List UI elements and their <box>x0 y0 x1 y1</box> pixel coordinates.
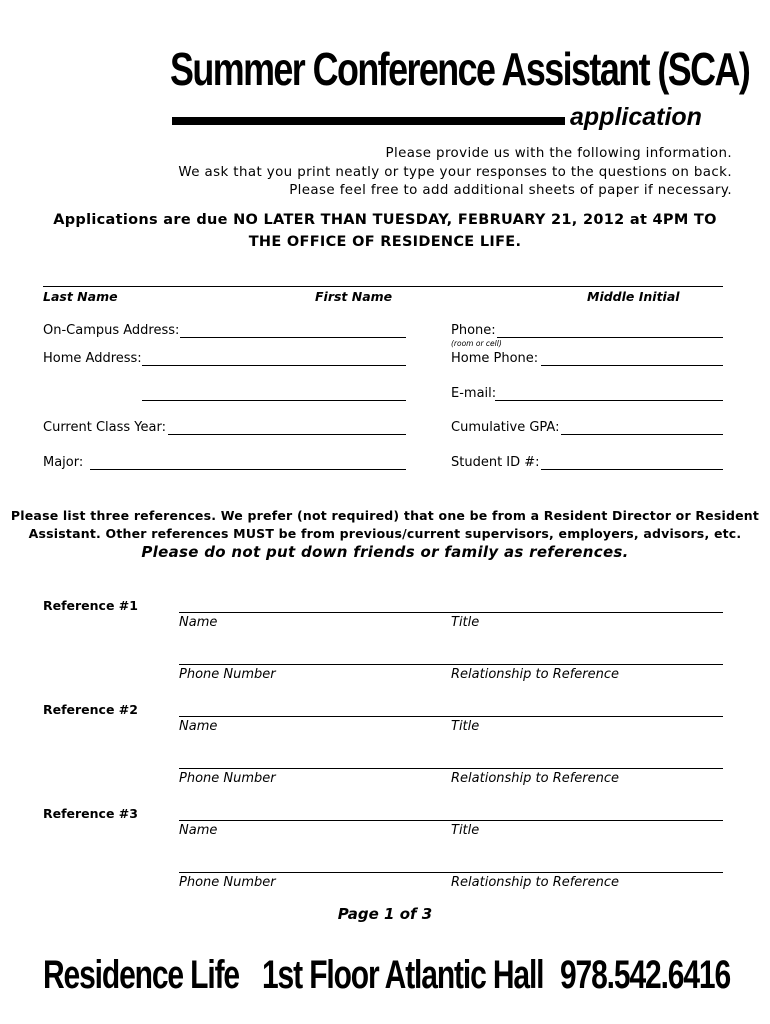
reference-3-name-label: Name <box>179 823 218 838</box>
footer-phone: 978.542.6416 <box>560 953 731 997</box>
home-address-label: Home Address: <box>43 351 142 366</box>
home-address-line-2-field[interactable] <box>142 400 406 401</box>
deadline-line-2: THE OFFICE OF RESIDENCE LIFE. <box>248 234 522 250</box>
reference-3-phone-label: Phone Number <box>179 875 276 890</box>
on-campus-address-field[interactable] <box>180 337 406 338</box>
reference-1-title-label: Title <box>451 615 480 630</box>
reference-3-label: Reference #3 <box>43 806 138 821</box>
reference-2-phone-label: Phone Number <box>179 771 276 786</box>
phone-note: (room or cell) <box>451 339 502 348</box>
home-phone-field[interactable] <box>541 365 723 366</box>
reference-2-relationship-label: Relationship to Reference <box>451 771 620 786</box>
student-id-label: Student ID #: <box>451 455 540 470</box>
reference-2-name-label: Name <box>179 719 218 734</box>
email-label: E-mail: <box>451 386 497 401</box>
gpa-label: Cumulative GPA: <box>451 420 560 435</box>
phone-label: Phone: <box>451 323 496 338</box>
reference-2-label: Reference #2 <box>43 702 138 717</box>
gpa-field[interactable] <box>561 434 723 435</box>
middle-initial-label: Middle Initial <box>587 289 680 304</box>
reference-1-phone-label: Phone Number <box>179 667 276 682</box>
reference-2-name-title-field[interactable] <box>179 716 723 717</box>
reference-3-phone-relationship-field[interactable] <box>179 872 723 873</box>
deadline-notice <box>0 209 770 253</box>
references-note-line-2: Assistant. Other references MUST be from previous/current supervisors, employers, advisors, etc. <box>28 526 742 541</box>
reference-1-name-title-field[interactable] <box>179 612 723 613</box>
footer-office: Residence Life <box>43 953 239 997</box>
phone-field[interactable] <box>497 337 723 338</box>
name-input-line[interactable] <box>43 286 723 287</box>
intro-line-3: Please feel free to add additional sheets of paper if necessary. <box>289 183 732 198</box>
student-id-field[interactable] <box>541 469 723 470</box>
references-instructions <box>0 507 770 543</box>
deadline-line-1: Applications are due NO LATER THAN TUESDAY, FEBRUARY 21, 2012 at 4PM TO <box>53 212 717 228</box>
reference-1-phone-relationship-field[interactable] <box>179 664 723 665</box>
email-field[interactable] <box>495 400 723 401</box>
intro-text <box>178 145 732 201</box>
reference-2-phone-relationship-field[interactable] <box>179 768 723 769</box>
class-year-label: Current Class Year: <box>43 420 166 435</box>
home-address-field[interactable] <box>142 365 406 366</box>
page-indicator: Page 1 of 3 <box>337 905 433 923</box>
references-note-line-1: Please list three references. We prefer (not required) that one be from a Resident Director or Resident <box>10 508 760 523</box>
reference-3-relationship-label: Relationship to Reference <box>451 875 620 890</box>
intro-line-2: We ask that you print neatly or type your responses to the questions on back. <box>178 164 732 180</box>
title-rule <box>172 117 565 125</box>
reference-1-relationship-label: Relationship to Reference <box>451 667 620 682</box>
home-phone-label: Home Phone: <box>451 351 539 366</box>
on-campus-address-label: On-Campus Address: <box>43 323 180 338</box>
reference-2-title-label: Title <box>451 719 480 734</box>
references-warning: Please do not put down friends or family as references. <box>141 543 629 561</box>
last-name-label: Last Name <box>43 289 118 304</box>
reference-3-name-title-field[interactable] <box>179 820 723 821</box>
class-year-field[interactable] <box>168 434 406 435</box>
reference-1-label: Reference #1 <box>43 598 138 613</box>
form-subtitle: application <box>570 103 702 131</box>
reference-3-title-label: Title <box>451 823 480 838</box>
intro-line-1: Please provide us with the following information. <box>385 146 732 161</box>
reference-1-name-label: Name <box>179 615 218 630</box>
major-label: Major: <box>43 455 84 470</box>
major-field[interactable] <box>90 469 406 470</box>
form-title: Summer Conference Assistant (SCA) <box>170 43 750 95</box>
first-name-label: First Name <box>315 289 393 304</box>
footer-location: 1st Floor Atlantic Hall <box>262 953 544 997</box>
